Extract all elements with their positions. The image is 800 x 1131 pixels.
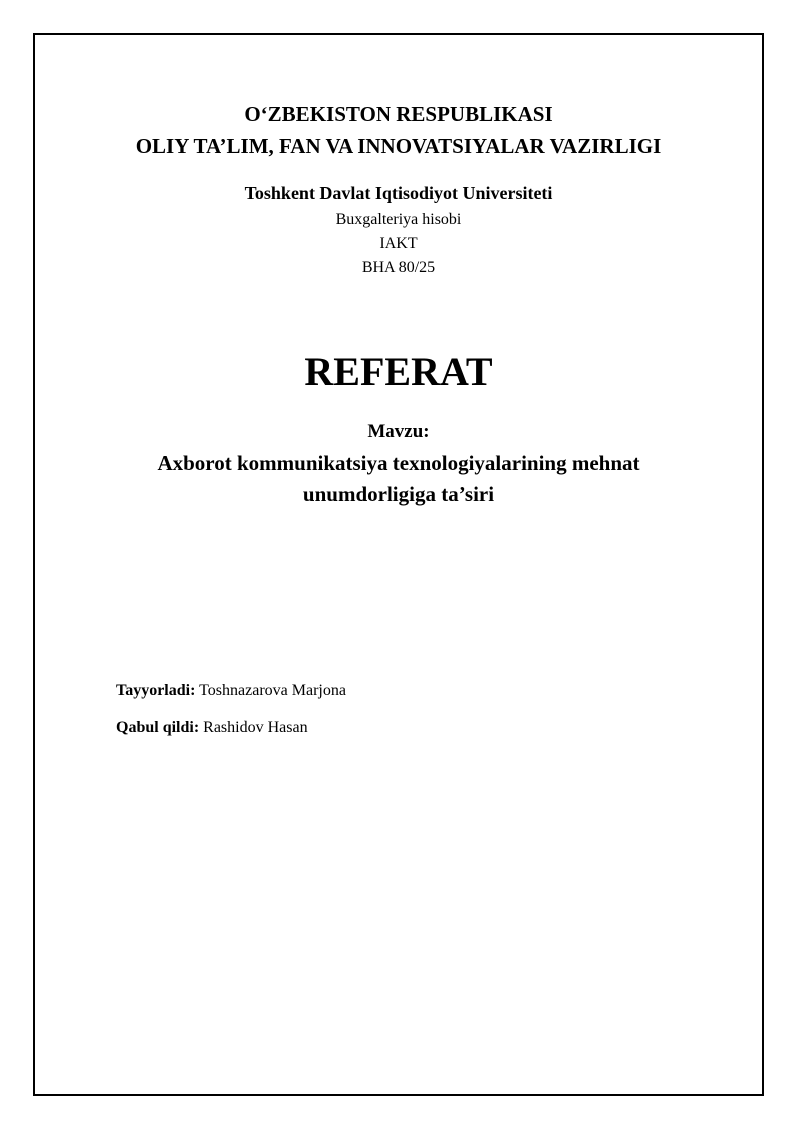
prepared-name: Toshnazarova Marjona [199, 682, 346, 699]
document-type: REFERAT [304, 349, 493, 394]
ministry-title: OLIY TA’LIM, FAN VA INNOVATSIYALAR VAZIRLIGI [135, 134, 662, 158]
group-code: BHA 80/25 [361, 259, 436, 276]
country-title: O‘ZBEKISTON RESPUBLIKASI [244, 102, 553, 126]
topic-label: Mavzu: [367, 421, 430, 442]
university-name: Toshkent Davlat Iqtisodiyot Universiteti [244, 183, 553, 203]
accepted-name: Rashidov Hasan [203, 719, 308, 736]
prepared-label: Tayyorladi: [116, 682, 196, 699]
institution-details [33, 208, 764, 280]
accepted-by [116, 717, 308, 739]
topic-title: Axborot kommunikatsiya texnologiyalarining mehnat unumdorligiga ta’siri [157, 451, 640, 506]
topic-block [33, 448, 764, 510]
header-block [33, 98, 764, 162]
subject-name: IAKT [379, 235, 418, 252]
accepted-label: Qabul qildi: [116, 719, 200, 736]
department-name: Buxgalteriya hisobi [335, 211, 462, 228]
prepared-by [116, 680, 346, 702]
